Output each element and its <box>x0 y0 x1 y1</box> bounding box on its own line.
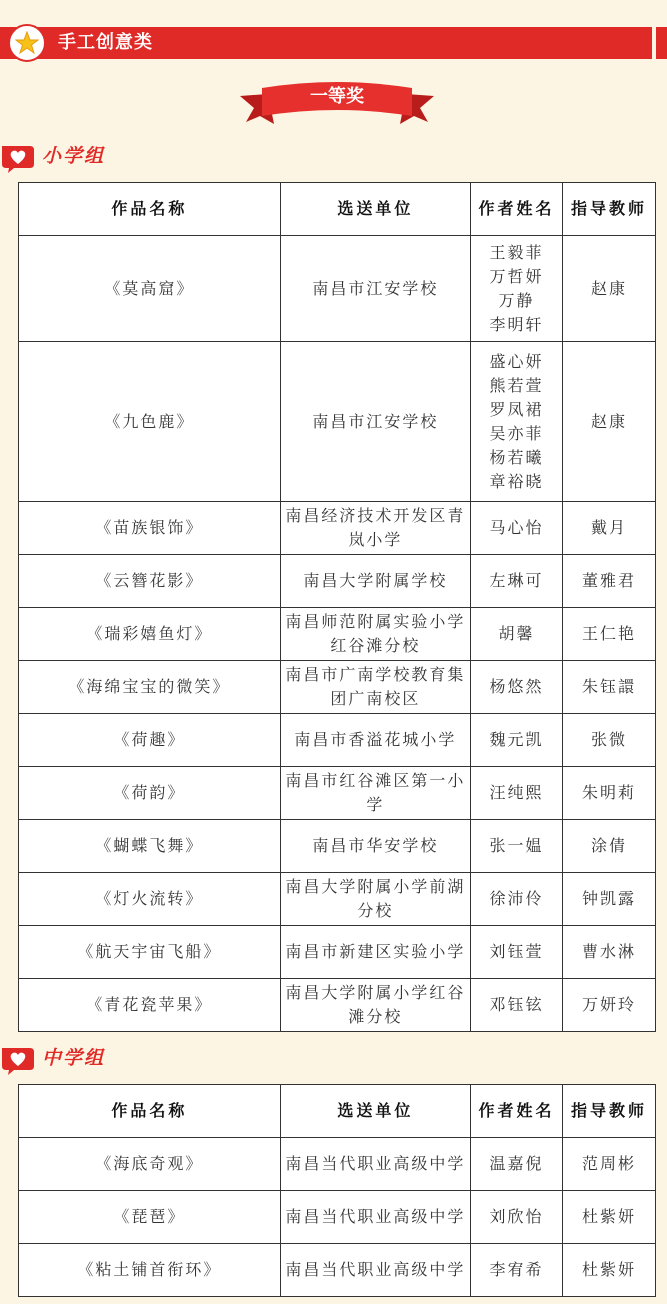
group-label: 中学组 <box>42 1047 106 1069</box>
teacher-name: 王仁艳 <box>562 608 655 661</box>
author-name: 王毅菲 <box>489 242 544 262</box>
header-work: 作品名称 <box>19 1085 281 1138</box>
work-name: 《云簪花影》 <box>19 555 281 608</box>
header-unit: 选送单位 <box>280 1085 470 1138</box>
author-names <box>470 1244 562 1297</box>
work-name: 《荷韵》 <box>19 767 281 820</box>
author-name: 左琳可 <box>489 571 544 590</box>
author-names <box>470 661 562 714</box>
unit-name: 南昌大学附属学校 <box>280 555 470 608</box>
work-name: 《莫高窟》 <box>19 236 281 342</box>
award-table-primary <box>18 182 656 1032</box>
work-name: 《灯火流转》 <box>19 873 281 926</box>
group-label: 小学组 <box>42 145 106 167</box>
work-name: 《粘土铺首衔环》 <box>19 1244 281 1297</box>
work-name: 《苗族银饰》 <box>19 502 281 555</box>
table-row <box>19 1138 656 1191</box>
header-author: 作者姓名 <box>470 183 562 236</box>
author-names <box>470 502 562 555</box>
unit-name: 南昌市香溢花城小学 <box>280 714 470 767</box>
work-name: 《九色鹿》 <box>19 342 281 502</box>
author-name: 熊若萱 <box>489 375 544 395</box>
author-name: 温嘉倪 <box>489 1154 544 1173</box>
unit-name: 南昌大学附属小学红谷滩分校 <box>280 979 470 1032</box>
unit-name: 南昌市广南学校教育集团广南校区 <box>280 661 470 714</box>
teacher-name: 万妍玲 <box>562 979 655 1032</box>
teacher-name: 朱明莉 <box>562 767 655 820</box>
table-row <box>19 555 656 608</box>
teacher-name: 赵康 <box>562 236 655 342</box>
heart-icon <box>0 1044 36 1076</box>
author-name: 万静 <box>498 290 535 310</box>
author-names <box>470 767 562 820</box>
author-names <box>470 236 562 342</box>
author-name: 李明轩 <box>489 314 544 334</box>
teacher-name: 曹水淋 <box>562 926 655 979</box>
work-name: 《海绵宝宝的微笑》 <box>19 661 281 714</box>
unit-name: 南昌大学附属小学前湖分校 <box>280 873 470 926</box>
author-name: 李宥希 <box>489 1260 544 1279</box>
teacher-name: 戴月 <box>562 502 655 555</box>
teacher-name: 范周彬 <box>562 1138 655 1191</box>
author-names <box>470 979 562 1032</box>
author-name: 徐沛伶 <box>489 889 544 908</box>
author-name: 刘钰萱 <box>489 942 544 961</box>
teacher-name: 杜紫妍 <box>562 1244 655 1297</box>
heart-icon <box>0 142 36 174</box>
author-name: 刘欣怡 <box>489 1207 544 1226</box>
author-name: 罗凤裙 <box>489 399 544 419</box>
author-names <box>470 555 562 608</box>
unit-name: 南昌当代职业高级中学 <box>280 1191 470 1244</box>
work-name: 《荷趣》 <box>19 714 281 767</box>
table-row <box>19 236 656 342</box>
table-row <box>19 502 656 555</box>
author-name: 吴亦菲 <box>489 423 544 443</box>
table-row <box>19 1244 656 1297</box>
table-row <box>19 1191 656 1244</box>
teacher-name: 张微 <box>562 714 655 767</box>
author-names <box>470 873 562 926</box>
author-name: 杨悠然 <box>489 677 544 696</box>
unit-name: 南昌市江安学校 <box>280 342 470 502</box>
category-title: 手工创意类 <box>58 32 153 53</box>
category-bar-end <box>656 27 667 59</box>
table-header-row <box>19 183 656 236</box>
table-row <box>19 342 656 502</box>
work-name: 《蝴蝶飞舞》 <box>19 820 281 873</box>
unit-name: 南昌市江安学校 <box>280 236 470 342</box>
table-row <box>19 661 656 714</box>
teacher-name: 钟凯露 <box>562 873 655 926</box>
unit-name: 南昌市华安学校 <box>280 820 470 873</box>
work-name: 《航天宇宙飞船》 <box>19 926 281 979</box>
table-row <box>19 820 656 873</box>
header-author: 作者姓名 <box>470 1085 562 1138</box>
author-names <box>470 714 562 767</box>
author-name: 张一媪 <box>489 836 544 855</box>
author-names <box>470 608 562 661</box>
header-teacher: 指导教师 <box>562 183 655 236</box>
table-row <box>19 767 656 820</box>
award-level: 一等奖 <box>310 86 364 107</box>
work-name: 《海底奇观》 <box>19 1138 281 1191</box>
table-header-row <box>19 1085 656 1138</box>
award-ribbon <box>240 74 434 130</box>
author-name: 胡馨 <box>498 624 535 643</box>
table-row <box>19 926 656 979</box>
work-name: 《瑞彩嬉鱼灯》 <box>19 608 281 661</box>
teacher-name: 赵康 <box>562 342 655 502</box>
table-row <box>19 979 656 1032</box>
teacher-name: 杜紫妍 <box>562 1191 655 1244</box>
star-icon <box>8 24 46 62</box>
unit-name: 南昌当代职业高级中学 <box>280 1244 470 1297</box>
header-work: 作品名称 <box>19 183 281 236</box>
author-name: 汪纯熙 <box>489 783 544 802</box>
author-name: 马心怡 <box>489 518 544 537</box>
table-row <box>19 608 656 661</box>
award-table-secondary <box>18 1084 656 1297</box>
unit-name: 南昌当代职业高级中学 <box>280 1138 470 1191</box>
unit-name: 南昌经济技术开发区青岚小学 <box>280 502 470 555</box>
header-teacher: 指导教师 <box>562 1085 655 1138</box>
author-names <box>470 1191 562 1244</box>
author-name: 杨若曦 <box>489 447 544 467</box>
author-names <box>470 342 562 502</box>
table-row <box>19 714 656 767</box>
work-name: 《琵琶》 <box>19 1191 281 1244</box>
author-name: 盛心妍 <box>489 351 544 371</box>
teacher-name: 涂倩 <box>562 820 655 873</box>
work-name: 《青花瓷苹果》 <box>19 979 281 1032</box>
author-name: 章裕晓 <box>489 471 544 491</box>
unit-name: 南昌市红谷滩区第一小学 <box>280 767 470 820</box>
author-names <box>470 820 562 873</box>
author-name: 万哲妍 <box>489 266 544 286</box>
unit-name: 南昌师范附属实验小学红谷滩分校 <box>280 608 470 661</box>
teacher-name: 董雅君 <box>562 555 655 608</box>
author-names <box>470 1138 562 1191</box>
author-names <box>470 926 562 979</box>
author-name: 邓钰铉 <box>489 995 544 1014</box>
author-name: 魏元凯 <box>489 730 544 749</box>
teacher-name: 朱钰譞 <box>562 661 655 714</box>
header-unit: 选送单位 <box>280 183 470 236</box>
table-row <box>19 873 656 926</box>
unit-name: 南昌市新建区实验小学 <box>280 926 470 979</box>
